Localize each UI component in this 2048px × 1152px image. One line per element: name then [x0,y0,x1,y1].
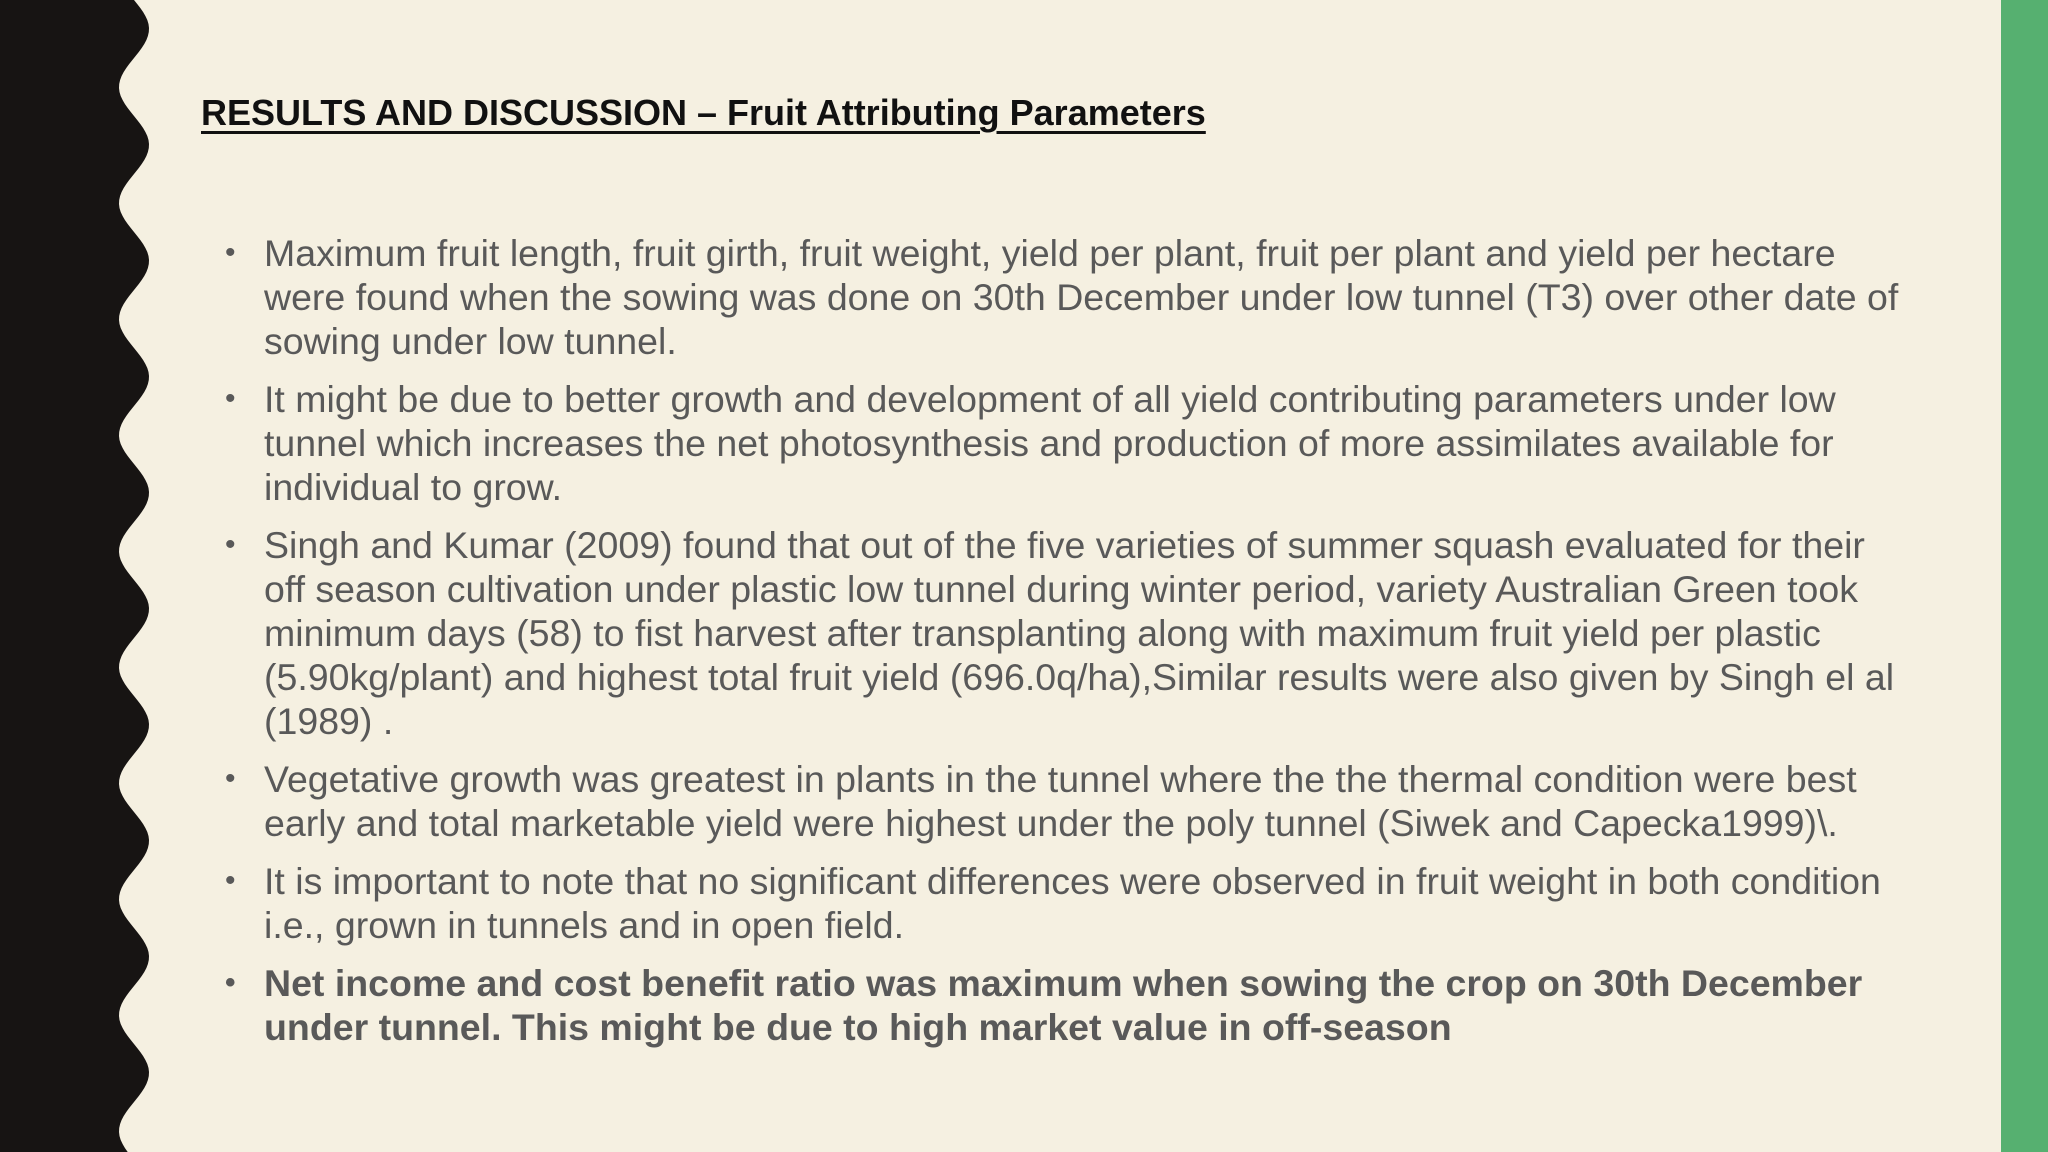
bullet-list [222,231,1912,1063]
bullet-item [222,231,1912,363]
bullet-item [222,523,1912,743]
bullet-item [222,757,1912,845]
bullet-marker: • [225,864,236,897]
bullet-marker: • [225,382,236,415]
wavy-left-border [0,0,160,1152]
bullet-item [222,859,1912,947]
bullet-marker: • [225,762,236,795]
bullet-marker: • [225,236,236,269]
bullet-item-emphasized [222,961,1912,1049]
right-accent-bar [2001,0,2048,1152]
bullet-text: Singh and Kumar (2009) found that out of the five varieties of summer squash evaluated for their off season cultivation under plastic low tunnel during winter period, variety Australian Green took minimum days (58) to fist harvest after transplanting along with maximum fruit yield per plastic (5.90kg/plant) and highest total fruit yield (696.0q/ha),Similar results were also given by Singh el al (1989) . [264,524,1895,742]
bullet-text: Vegetative growth was greatest in plants in the tunnel where the the thermal condition were best early and total marketable yield were highest under the poly tunnel (Siwek and Capecka1999)\. [264,758,1857,844]
bullet-text: It might be due to better growth and development of all yield contributing parameters under low tunnel which increases the net photosynthesis and production of more assimilates available for individual to grow. [264,378,1836,508]
bullet-text: Maximum fruit length, fruit girth, fruit weight, yield per plant, fruit per plant and yield per hectare were found when the sowing was done on 30th December under low tunnel (T3) over other date of sowing under low tunnel. [264,232,1899,362]
bullet-text: It is important to note that no significant differences were observed in fruit weight in both condition i.e., grown in tunnels and in open field. [264,860,1881,946]
bullet-text: Net income and cost benefit ratio was maximum when sowing the crop on 30th December under tunnel. This might be due to high market value in off-season [264,962,1863,1048]
bullet-marker: • [225,966,236,999]
bullet-marker: • [225,528,236,561]
bullet-item [222,377,1912,509]
slide-title: RESULTS AND DISCUSSION – Fruit Attributing Parameters [201,92,1206,133]
